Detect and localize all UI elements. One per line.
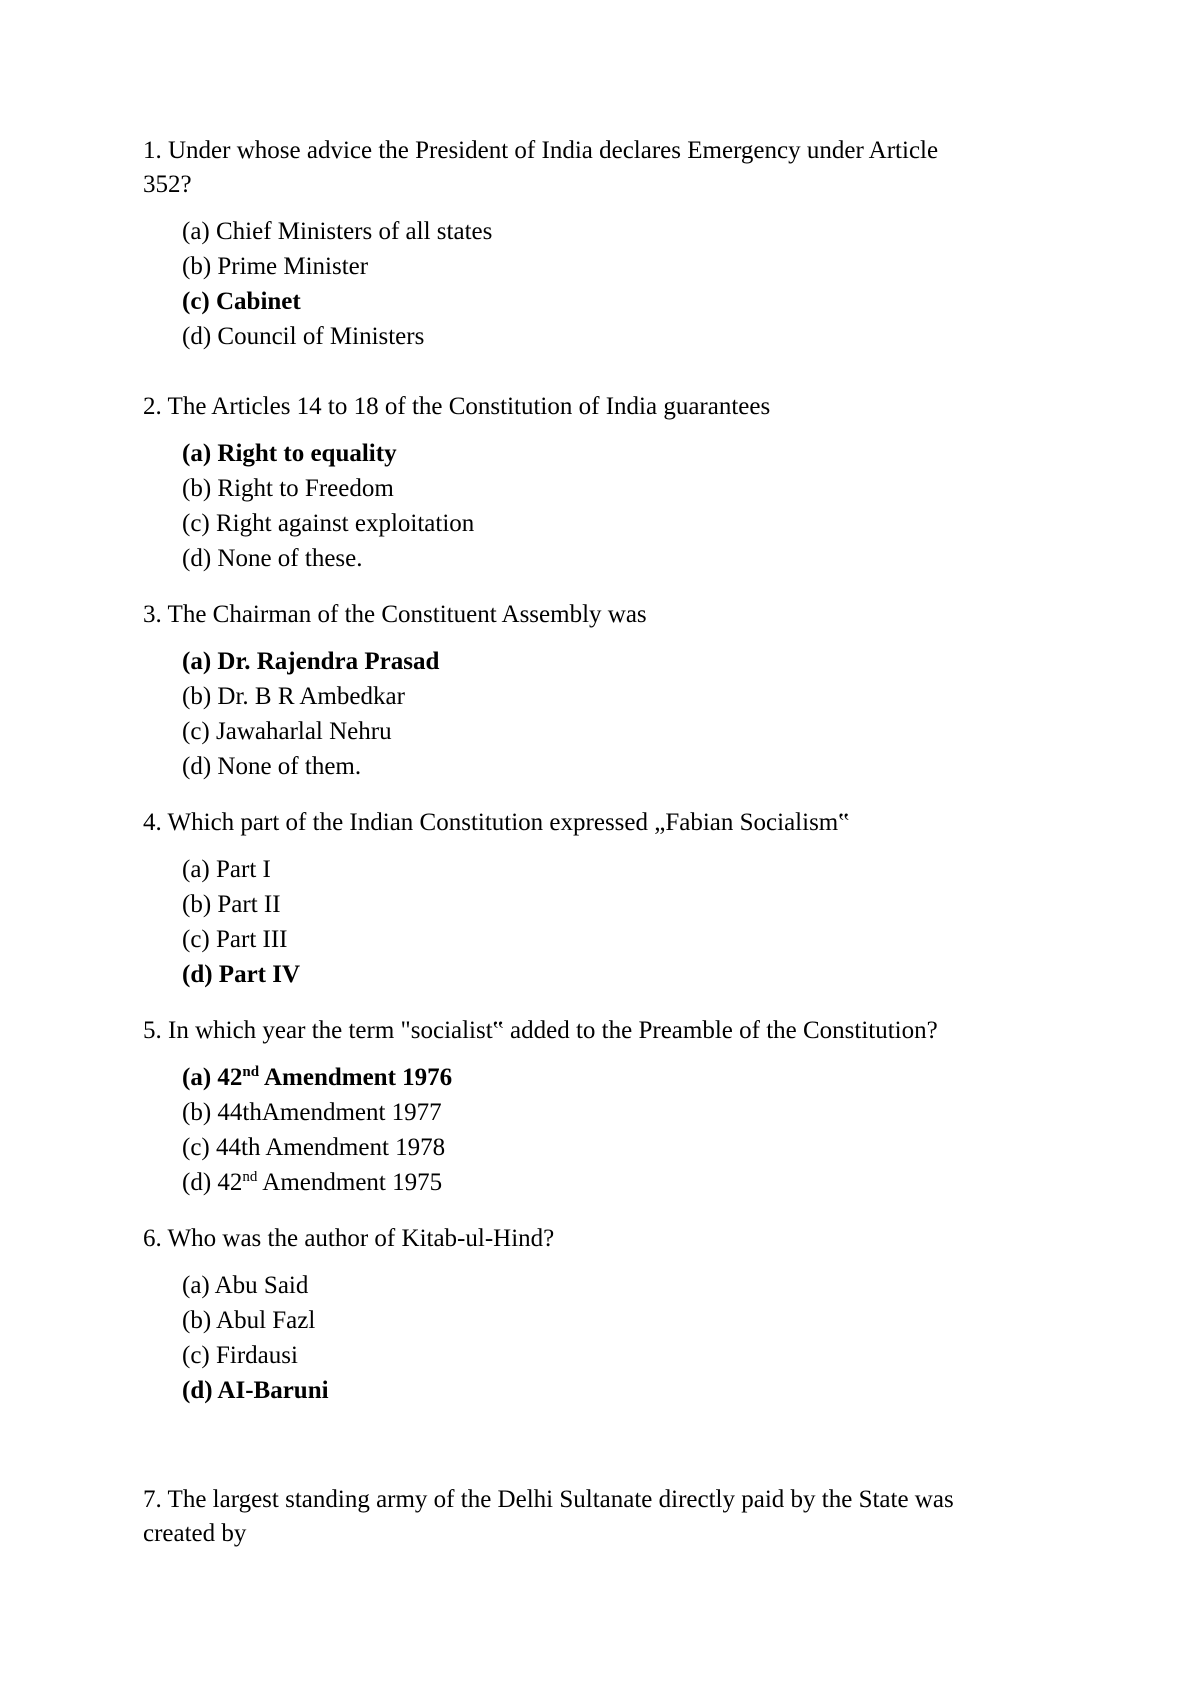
- option-list: [182, 1060, 1063, 1200]
- option-label-end: Amendment 1975: [257, 1169, 443, 1196]
- option-a-answer: [182, 1060, 1063, 1095]
- question-6: [143, 1222, 1063, 1408]
- option-c: (c) Part III: [182, 926, 288, 953]
- option-label-end: Amendment 1976: [259, 1064, 453, 1091]
- option-c: (c) Jawaharlal Nehru: [182, 718, 392, 745]
- question-text: 2. The Articles 14 to 18 of the Constitution of India guarantees: [143, 393, 771, 420]
- question-3: [143, 598, 1063, 784]
- option-d: (d) Council of Ministers: [182, 323, 425, 350]
- option-b: (b) Dr. B R Ambedkar: [182, 683, 405, 710]
- option-list: [182, 644, 1063, 784]
- option-a-answer: (a) Right to equality: [182, 440, 397, 467]
- question-text: 5. In which year the term "socialist‟ added to the Preamble of the Constitution?: [143, 1017, 938, 1044]
- option-label-start: (a) 42: [182, 1064, 243, 1091]
- question-4: [143, 806, 1063, 992]
- option-c: (c) 44th Amendment 1978: [182, 1134, 446, 1161]
- option-list: [182, 1268, 1063, 1408]
- question-text: 4. Which part of the Indian Constitution expressed „Fabian Socialism‟: [143, 809, 850, 836]
- question-1: [143, 134, 1063, 354]
- option-list: [182, 436, 1063, 576]
- option-b: (b) Abul Fazl: [182, 1307, 316, 1334]
- option-d-answer: (d) Part IV: [182, 961, 301, 988]
- option-c-answer: (c) Cabinet: [182, 288, 301, 315]
- option-b: (b) Part II: [182, 891, 281, 918]
- question-2: [143, 390, 1063, 576]
- option-a-answer: (a) Dr. Rajendra Prasad: [182, 648, 440, 675]
- option-a: (a) Chief Ministers of all states: [182, 218, 493, 245]
- question-text: 1. Under whose advice the President of India declares Emergency under Article 352?: [143, 137, 939, 198]
- ordinal-suffix: nd: [242, 1169, 258, 1185]
- option-d-answer: (d) AI-Baruni: [182, 1377, 329, 1404]
- option-d: (d) None of them.: [182, 753, 362, 780]
- option-d: (d) None of these.: [182, 545, 363, 572]
- option-b: (b) Right to Freedom: [182, 475, 394, 502]
- question-text: 7. The largest standing army of the Delhi Sultanate directly paid by the State was created by: [143, 1486, 954, 1547]
- option-list: [182, 852, 1063, 992]
- option-b: (b) 44thAmendment 1977: [182, 1099, 442, 1126]
- option-a: (a) Part I: [182, 856, 271, 883]
- option-d: [182, 1165, 1063, 1200]
- option-list: [182, 214, 1063, 354]
- option-c: (c) Right against exploitation: [182, 510, 475, 537]
- option-c: (c) Firdausi: [182, 1342, 298, 1369]
- ordinal-suffix: nd: [242, 1064, 260, 1080]
- option-b: (b) Prime Minister: [182, 253, 369, 280]
- question-7: [143, 1483, 1063, 1551]
- option-label-start: (d) 42: [182, 1169, 243, 1196]
- option-a: (a) Abu Said: [182, 1272, 309, 1299]
- question-text: 3. The Chairman of the Constituent Assembly was: [143, 601, 647, 628]
- question-text: 6. Who was the author of Kitab-ul-Hind?: [143, 1225, 555, 1252]
- question-5: [143, 1014, 1063, 1200]
